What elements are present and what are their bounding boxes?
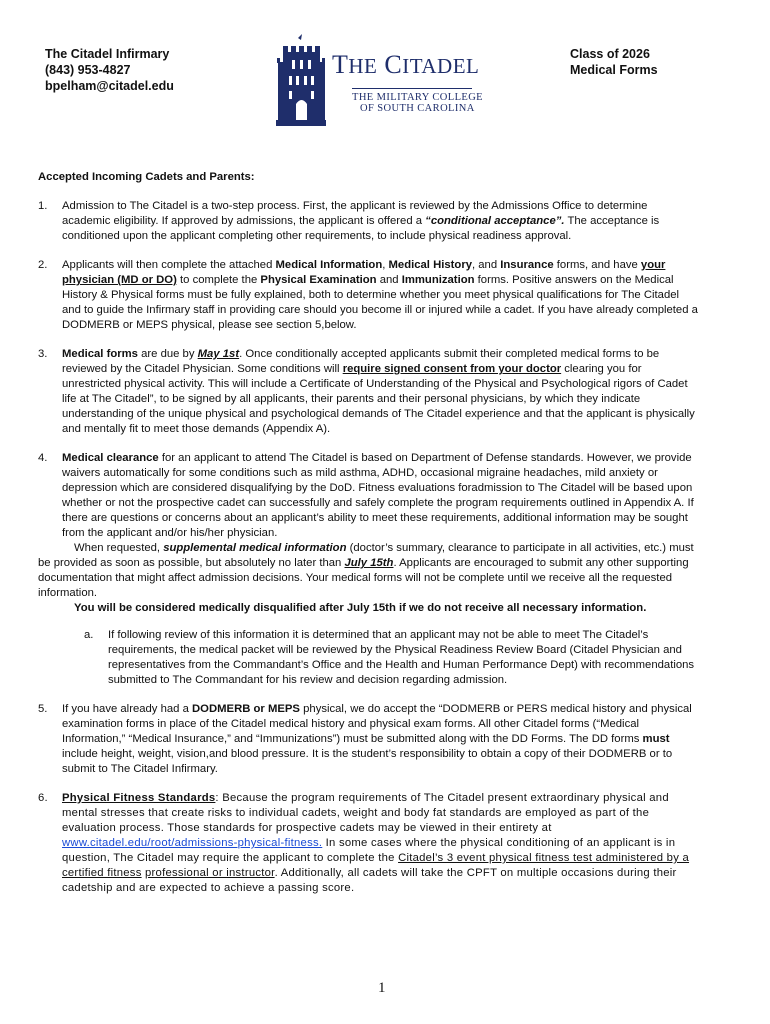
infirmary-contact [45, 46, 174, 94]
class-year: Class of 2026 [570, 47, 650, 61]
list-item-5: 5. If you have already had a DODMERB or MEPS physical, we do accept the “DODMERB or PERS medical history and physical examination forms in place of the Citadel medical history and physical exam forms. All other Citadel forms (“Medical Information,” “Medical Insurance,” and “Immunizations”) must be submitted along with the DD Forms. The DD forms must include height, weight, vision,and blood pressure. It is the student’s responsibility to obtain a copy of their DODMERB or to submit to The Citadel Infirmary. [38, 703, 692, 775]
salutation: Accepted Incoming Cadets and Parents: [38, 171, 255, 183]
fitness-standards-link[interactable]: www.citadel.edu/root/admissions-physical-fitness. [62, 837, 323, 849]
logo-title: THE CITADEL [332, 50, 480, 79]
logo-subtitle-line2: OF SOUTH CAROLINA [360, 103, 475, 114]
logo-divider [352, 88, 472, 89]
citadel-logo [276, 34, 516, 126]
infirmary-name: The Citadel Infirmary [45, 47, 170, 61]
list-item-6: 6. Physical Fitness Standards: Because the program requirements of The Citadel present extraordinary physical and mental stresses that create risks to individual cadets, weight and body fat standards are employed as part of the evaluation process. Those standards for prospective cadets may be viewed in their entirety at www.citadel.edu/root/admissions-physical-fitness. In some cases where the physical conditioning of an applicant is in question, The Citadel may require the applicant to complete the Citadel’s 3 event physical fitness test administered by a certified fitness professional or instructor. Additionally, all cadets will take the CPFT on multiple occasions during their cadetship and are expected to achieve a passing score. [38, 792, 690, 894]
document-title: Medical Forms [570, 63, 658, 77]
infirmary-email: bpelham@citadel.edu [45, 79, 174, 93]
infirmary-phone: (843) 953-4827 [45, 63, 131, 77]
list-item-3: 3. Medical forms are due by May 1st. Once conditionally accepted applicants submit their completed medical forms to be reviewed by the Citadel Physician. Some conditions will require signed consent from your doctor clearing you for unrestricted physical activity. This will include a Certificate of Understanding of the Physical and Psychological rigors of Cadet life at The Citadel”, to be signed by all applicants, their parents and their personal physicians, by which they indicate understanding of the unique physical and psychological demands of The Citadel experience and that the applicant is physically and mentally fit to meet those demands (Appendix A). [38, 348, 695, 435]
disqualification-notice: You will be considered medically disqualified after July 15th if we do not receive all necessary information. [74, 602, 647, 614]
list-subitem-a: a. If following review of this information it is determined that an applicant may not be able to meet The Citadel’s requirements, the medical packet will be reviewed by the Physical Readiness Review Board (Citadel Physician and representatives from the Commandant’s Office and the Health and Human Performance Dept) with recommendations submitted to The Commandant for his review and decision regarding admission. [84, 629, 695, 686]
list-item-1: 1. Admission to The Citadel is a two-step process. First, the applicant is reviewed by the Admissions Office to determine academic eligibility. If approved by admissions, the applicant is offered a “conditional acceptance”. The acceptance is conditioned upon the applicant completing other requirements, to include physical readiness approval. [38, 200, 660, 242]
document-body [38, 170, 698, 910]
logo-subtitle-line1: THE MILITARY COLLEGE [352, 92, 484, 103]
document-title-block [570, 46, 658, 78]
page-number: 1 [378, 980, 386, 996]
list-item-2: 2. Applicants will then complete the attached Medical Information, Medical History, and Insurance forms, and have your physician (MD or DO) to complete the Physical Examination and Immunization forms. Positive answers on the Medical History & Physical forms must be fully explained, both to determine whether you meet physical qualifications for The Citadel and to guide the Infirmary staff in providing care should you become ill or injured while a cadet. If you have already completed a DODMERB or MEPS physical, please see section 5,below. [38, 259, 698, 331]
list-item-4: 4. Medical clearance for an applicant to attend The Citadel is based on Department of Defense standards. However, we provide waivers automatically for some conditions such as mild asthma, ADHD, occasional migraine headaches, mild anxiety or depression which are considered disqualifying by the DoD. Fitness evaluations foradmission to The Citadel will be based upon whether or not the prospective cadet can successfully and safely complete the program requirements outlined in Appendix A. If there are questions or concerns about an applicant’s ability to meet these requirements, additional information may be sought from the applicant and/or his/her physician. When requested, supplemental medical information (doctor’s summary, clearance to participate in all activities, etc.) must be provided as soon as possible, but absolutely no later than July 15th. Applicants are encouraged to submit any other supporting documentation that might affect admission decisions. Your medical forms will not be complete until we receive all the requested information. You will be considered medically disqualified after July 15th if we do not receive all necessary information. a. If following review of this information it is determined that an applicant may not be able to meet The Citadel’s requirements, the medical packet will be reviewed by the Physical Readiness Review Board (Citadel Physician and representatives from the Commandant’s Office and the Health and Human Performance Dept) with recommendations submitted to The Commandant for his review and decision regarding admission. [38, 451, 698, 688]
citadel-tower-icon [276, 34, 326, 126]
